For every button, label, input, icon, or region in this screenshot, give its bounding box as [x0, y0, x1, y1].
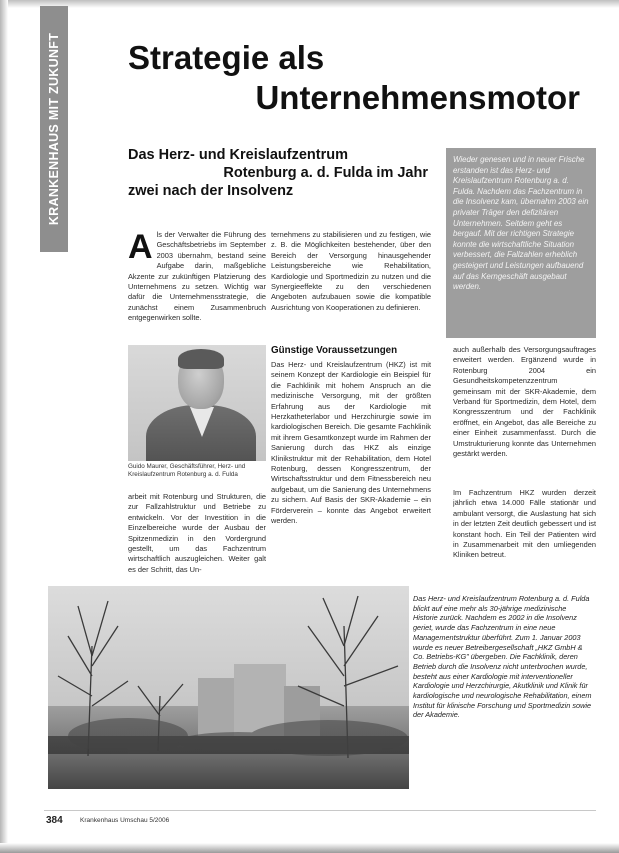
- page-shadow-left: [0, 0, 8, 853]
- section-banner: [40, 6, 68, 252]
- subhead-line-2: Rotenburg a. d. Fulda im Jahr: [223, 165, 428, 181]
- photo-trees: [48, 586, 409, 789]
- article-subheadline: [128, 146, 428, 200]
- teaser-text: Wieder genesen und in neuer Frische erstanden ist das Herz- und Kreislaufzentrum Rotenburg a. d. Fulda. Nachdem das Fachzentrum in die Insolvenz kam, übernahm 2003 ein privater Träger den defizitären Unternehmen. Seitdem geht es bergauf. Mit der richtigen Strategie konnte die wirtschaftliche Situation verbessert, die Fallzahlen erheblich gesteigert und Leistungen aufbauend auf das Kerngeschäft ausgebaut werden.: [453, 155, 589, 292]
- headline-line-1: Strategie als: [128, 39, 325, 76]
- body-column-3-top: [453, 345, 596, 473]
- body-column-2-top: [271, 230, 431, 340]
- body-text-1b: arbeit mit Rotenburg und Strukturen, die zur Fallzahlstruktur und Betriebe zu entwickeln. Vor der Investition in die Einzelbereiche wurde der Ausbau der Spitzenmedizin in den Vordergrund gestellt, um das Fachzentrum wirtschaftlich auszugleichen. Weiter galt es der Schritt, das Un-: [128, 492, 266, 574]
- body-column-1-top: [128, 230, 266, 340]
- headline-line-2: Unternehmensmotor: [255, 79, 580, 116]
- clinic-landscape-photo: [48, 586, 409, 789]
- body-text-2b: Das Herz- und Kreislaufzentrum (HKZ) ist mit seinem Konzept der Kardiologie ein Beispiel für die Fachklinik mit hohem Anspruch an die medizinische Versorgung, mit der größten Erfahrung aus der Kardiologie mit Herzkatheterlabor und Herzchirurgie sowie im kardiologischen Bereich. Die gesamte Fachklinik mit ihrem Gesamtkonzept wurde im Rahmen der Sanierung durch das HKZ als einzige Klinikstruktur mit der Rehabilitation, dem Hotel Rotenburg, dessen Kongresszentrum, der Wirtschaftsstruktur und dem Fitnessbereich neu aufgebaut, um die Sanierung des Unternehmens zu sichern. Auf Basis der SKR-Akademie – ein Förderverein – konnte das Angebot erweitert werden.: [271, 360, 431, 526]
- subhead-line-3: zwei nach der Insolvenz: [128, 183, 294, 199]
- article-headline: [128, 38, 588, 118]
- body-text-2: ternehmens zu stabilisieren und zu festigen, wie z. B. die Möglichkeiten bestehender, über den Bereich der Versorgung hinausgehender Leistungsbereiche wie Rehabilitation, Kardiologie und Sportmedizin zu nutzen und die Synergieeffekte zu den verschiedenen Angeboten aufzubauen sowie die kompatible Ausrichtung von Kooperationen zu definieren.: [271, 230, 431, 312]
- page-shadow-top: [0, 0, 619, 8]
- landscape-caption: Das Herz- und Kreislaufzentrum Rotenburg a. d. Fulda blickt auf eine mehr als 30-jährige medizinische Historie zurück. Nachdem es 2002 in die Insolvenz geriet, wurde das Fachzentrum in eine neue Managementstruktur überführt. Zum 1. Januar 2003 wurde es neuer Betreibergesellschaft „HKZ GmbH & Co. Betriebs-KG" übergeben. Die Fachklinik, deren Betrieb durch die Insolvenz nicht unterbrochen wurde, besteht aus einer Kardiologie mit interventioneller Kardiologie und Herzchirurgie, Akutklinik und Klinik für kardiologische und neurologische Rehabilitation, einem Institut für klinische Forschung und Sportmedizin sowie der Akademie.: [413, 594, 592, 720]
- subhead-line-1: Das Herz- und Kreislaufzentrum: [128, 147, 348, 163]
- page-shadow-bottom: [0, 843, 619, 853]
- portrait-caption: Guido Maurer, Geschäftsführer, Herz- und Kreislaufzentrum Rotenburg a. d. Fulda: [128, 463, 246, 478]
- body-column-1-bottom: [128, 492, 266, 578]
- section-banner-text: KRANKENHAUS MIT ZUKUNFT: [47, 32, 61, 226]
- body-text-3b: Im Fachzentrum HKZ wurden derzeit jährlich etwa 14.000 Fälle stationär und ambulant versorgt, die Auslastung hat sich in der letzten Zeit deutlich gebessert und ist konstant hoch. Ein Teil der Patienten wird in Zusammenarbeit mit den umliegenden Kliniken betreut.: [453, 488, 596, 560]
- portrait-photo: [128, 345, 266, 461]
- body-column-2-bottom: [271, 360, 431, 578]
- drop-cap: A: [128, 230, 153, 266]
- page-number: 384: [46, 815, 63, 826]
- body-text-3: auch außerhalb des Versorgungsauftrages erweitert werden. Ergänzend wurde in Rotenburg 2004 ein Gesundheitskompetenzzentrum gemeinsam mit der SKR-Akademie, dem Verband für Sportmedizin, dem Hotel, dem Kongresszentrum und der Fachklinik eröffnet, ein Angebot, das alle Bereiche zu einer Einheit zusammenfasst. Durch die Umstrukturierung konnte das Unternehmen gestärkt werden.: [453, 345, 596, 459]
- body-text-1: ls der Verwalter die Führung des Geschäftsbetriebs im September 2003 übernahm, bestand seine Aufgabe darin, maßgebliche Akzente zur zukünftigen Platzierung des Unternehmens zu setzen. Wichtig war dafür die Unternehmensstrategie, die zunächst einem Zusammenbruch entgegenwirken sollte.: [128, 230, 266, 323]
- magazine-name: Krankenhaus Umschau 5/2006: [80, 817, 170, 824]
- body-column-3-bottom: [453, 488, 596, 578]
- section-heading: Günstige Voraussetzungen: [271, 345, 398, 356]
- teaser-box: [446, 148, 596, 338]
- footer-rule: [44, 810, 596, 811]
- portrait-hair-shape: [178, 349, 224, 369]
